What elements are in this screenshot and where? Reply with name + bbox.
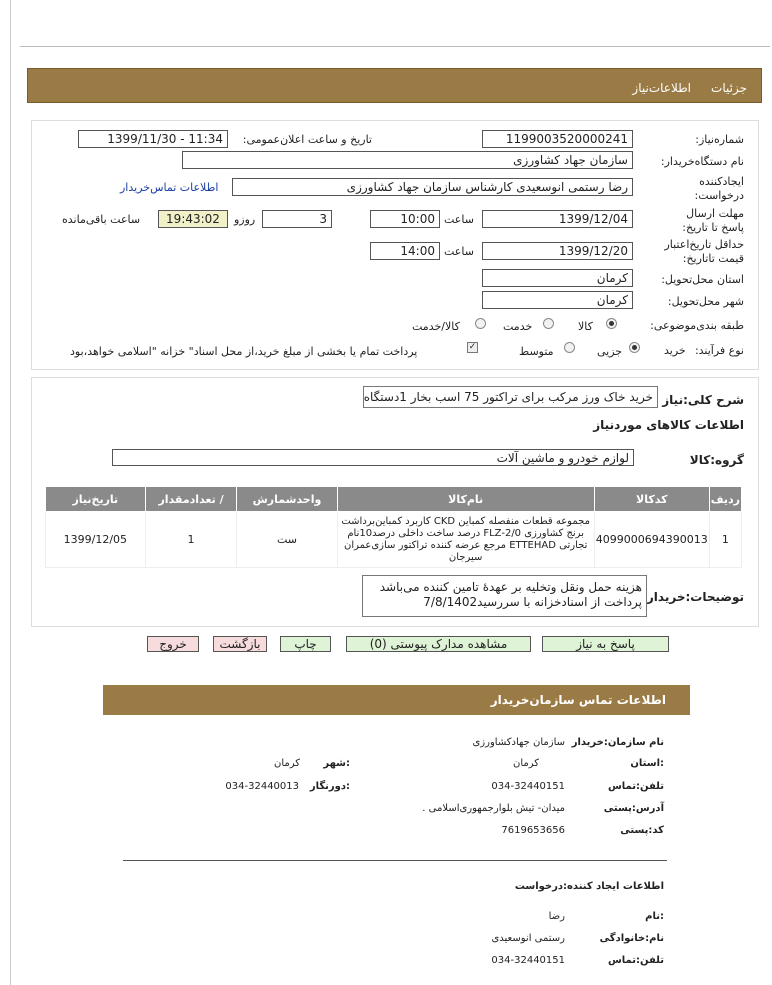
creator-name-value: رضا xyxy=(548,911,565,922)
fax-label: :دورنگار xyxy=(309,781,350,792)
table-row xyxy=(46,512,742,568)
province-field: کرمان xyxy=(482,269,633,287)
deadline-label: مهلت ارسال پاسخ تا تاریخ: xyxy=(682,207,744,234)
phone-value: 034-32440151 xyxy=(491,781,565,792)
goods-group-field: لوازم خودرو و ماشین آلات xyxy=(112,449,634,466)
exit-button[interactable]: خروج xyxy=(147,636,199,652)
validity-date-field: 1399/12/20 xyxy=(482,242,633,260)
validity-label: حداقل تاریخ‌اعتبار قیمت تا‌تاریخ: xyxy=(664,238,744,265)
top-divider xyxy=(20,46,770,47)
buyer-notes-field: هزینه حمل ونقل وتخلیه بر عهدهٔ تامین کننده می‌باشد پرداخت از اسنادخزانه با سررسید7/8/1402 xyxy=(362,575,647,617)
contact-title: اطلاعات تماس سازمان‌خریدار xyxy=(490,693,666,707)
validity-time-field: 14:00 xyxy=(370,242,440,260)
announce-label: تاریخ و ساعت اعلان‌عمومی: xyxy=(242,133,372,146)
cell-row: 1 xyxy=(709,512,741,568)
goods-table xyxy=(45,486,742,568)
col-name: نام‌کالا xyxy=(337,487,594,512)
view-documents-button[interactable]: مشاهده مدارک پیوستی (0) xyxy=(346,636,531,652)
col-code: کدکالا xyxy=(594,487,709,512)
col-row: ردیف xyxy=(709,487,741,512)
reply-button[interactable]: پاسخ به نیاز xyxy=(542,636,669,652)
col-need-date: تاریخ‌نیاز xyxy=(46,487,146,512)
province-label-2: :استان xyxy=(630,758,664,769)
description-label: شرح کلی:نیاز xyxy=(662,393,744,407)
province-value-2: کرمان xyxy=(512,758,539,769)
process-label: نوع فرآیند: xyxy=(694,344,744,357)
page-left-border xyxy=(10,0,11,985)
city-label-2: :شهر xyxy=(323,758,350,769)
col-quantity: / تعدادمقدار xyxy=(145,487,237,512)
tab-details[interactable]: جزئیات xyxy=(711,81,747,95)
process-buy-label: خرید xyxy=(664,344,686,357)
category-goods-radio[interactable] xyxy=(606,318,617,329)
postal-value: 7619653656 xyxy=(501,825,565,836)
creator-phone-value: 034-32440151 xyxy=(491,955,565,966)
city-field: کرمان xyxy=(482,291,633,309)
col-unit: واحدشمارش xyxy=(237,487,337,512)
buyer-field: سازمان جهاد کشاورزی xyxy=(182,151,633,169)
goods-info-title: اطلاعات کالاهای موردنیاز xyxy=(593,418,744,432)
goods-group-label: گروه:کالا xyxy=(689,453,744,467)
deadline-date-field: 1399/12/04 xyxy=(482,210,633,228)
contact-header xyxy=(103,685,690,715)
days-label: روزو xyxy=(234,213,256,226)
city-label: شهر محل‌تحویل: xyxy=(667,295,744,308)
process-partial-label: جزیی xyxy=(597,345,623,358)
process-medium-label: متوسط xyxy=(519,345,554,358)
category-goods-label: کالا xyxy=(578,320,593,333)
tab-need-info[interactable]: اطلاعات‌نیاز xyxy=(632,81,691,95)
address-label: آدرس:پستی xyxy=(603,803,664,814)
process-medium-radio[interactable] xyxy=(564,342,575,353)
print-button[interactable]: چاپ xyxy=(280,636,331,652)
creator-family-value: رستمی انوسعیدی xyxy=(491,933,565,944)
org-value: سازمان جهادکشاورزی xyxy=(472,737,565,748)
buyer-label: نام دستگاه‌خریدار: xyxy=(660,155,744,168)
payment-note: پرداخت تمام یا بخشی از مبلغ خرید،از محل اسناد" خزانه "اسلامی خواهد،بود xyxy=(70,345,418,358)
treasury-checkbox[interactable]: ✓ xyxy=(468,342,477,352)
need-number-field: 1199003520000241 xyxy=(482,130,633,148)
back-button[interactable]: بازگشت xyxy=(213,636,267,652)
cell-quantity: 1 xyxy=(145,512,237,568)
validity-hour-label: ساعت xyxy=(444,245,474,258)
address-value: میدان- تیش بلوارجمهوری‌اسلامی . xyxy=(422,803,565,814)
header-bar xyxy=(27,68,762,103)
buyer-contact-link[interactable]: اطلاعات تماس‌خریدار xyxy=(120,181,219,194)
remaining-time-box: 19:43:02 xyxy=(158,210,228,228)
remaining-label: ساعت باقی‌مانده xyxy=(62,213,141,226)
city-value-2: کرمان xyxy=(273,758,300,769)
description-field: خرید خاک ورز مرکب برای تراکتور 75 اسب بخار 1دستگاه xyxy=(363,386,658,408)
announce-field: 1399/11/30 - 11:34 xyxy=(78,130,228,148)
org-label: نام سازمان:خریدار xyxy=(571,737,664,748)
deadline-hour-label: ساعت xyxy=(444,213,474,226)
fax-value: 034-32440013 xyxy=(225,781,299,792)
contact-divider xyxy=(123,860,667,861)
postal-label: کد:پستی xyxy=(620,825,664,836)
category-service-label: خدمت xyxy=(503,320,533,333)
category-both-label: کالا/خدمت xyxy=(412,320,460,333)
creator-name-label: :نام xyxy=(645,911,664,922)
deadline-time-field: 10:00 xyxy=(370,210,440,228)
creator-phone-label: تلفن:تماس xyxy=(607,955,664,966)
need-number-label: شماره‌نیاز: xyxy=(695,133,744,146)
days-field: 3 xyxy=(262,210,332,228)
creator-label: ایجادکننده درخواست: xyxy=(694,175,744,202)
creator-field: رضا رستمی انوسعیدی کارشناس سازمان جهاد کشاورزی xyxy=(232,178,633,196)
cell-code: 4099000694390013 xyxy=(594,512,709,568)
category-both-radio[interactable] xyxy=(475,318,486,329)
category-service-radio[interactable] xyxy=(543,318,554,329)
process-partial-radio[interactable] xyxy=(629,342,640,353)
buyer-notes-label: توضیحات:خریدار xyxy=(646,590,744,604)
cell-need-date: 1399/12/05 xyxy=(46,512,146,568)
cell-name: مجموعه قطعات منفصله کمباین CKD کاربرد کمباین‌برداشت برنج کشاورزی FLZ-2/0 درصد ساخت داخلی درصد10نام تجارتی ETTEHAD مرجع عرضه کننده تراکتور سازی‌عمران سیرجان xyxy=(337,512,594,568)
province-label: استان محل‌تحویل: xyxy=(661,273,744,286)
creator-info-title: اطلاعات ایجاد کننده:درخواست xyxy=(514,881,664,892)
category-label: طبقه بندی‌موضوعی: xyxy=(650,319,744,332)
cell-unit: ست xyxy=(237,512,337,568)
phone-label: تلفن:تماس xyxy=(607,781,664,792)
creator-family-label: نام:خانوادگی xyxy=(599,933,664,944)
